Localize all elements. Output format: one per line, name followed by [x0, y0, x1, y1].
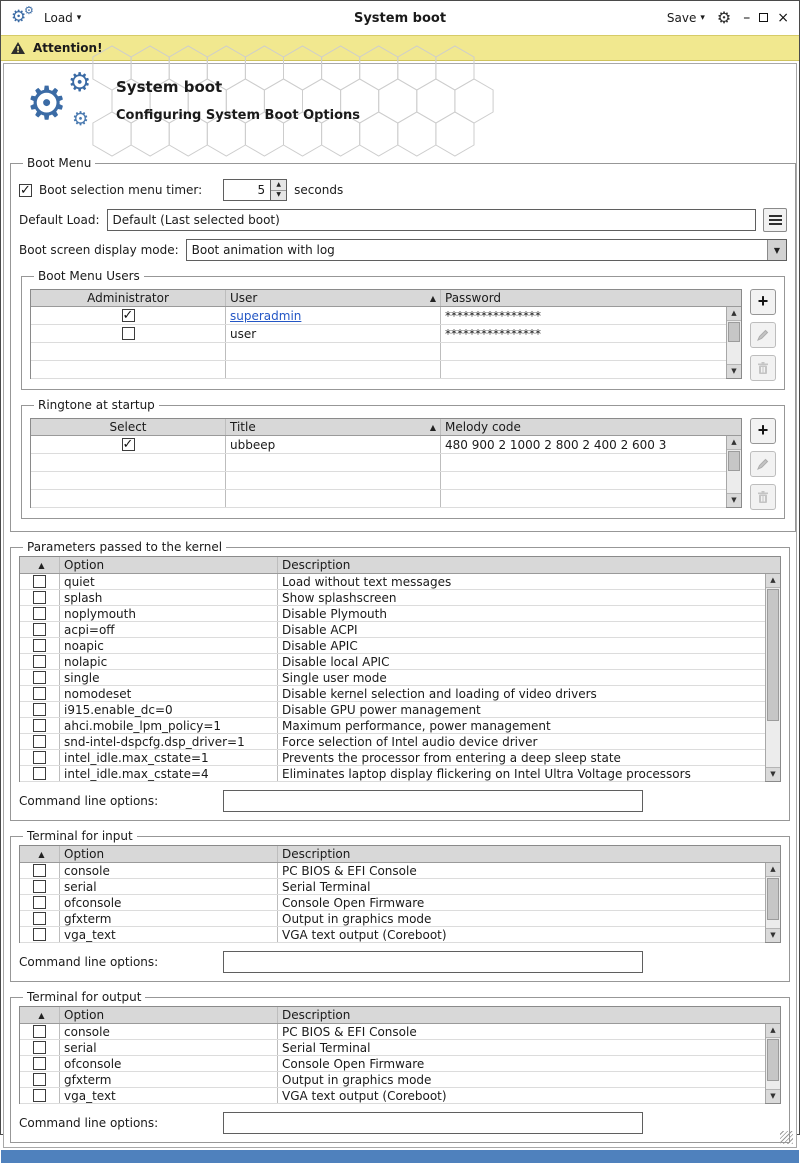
terminal-output-table-header: [20, 1007, 780, 1024]
column-header-user[interactable]: User ▲: [226, 290, 441, 306]
melody-cell: [441, 490, 726, 507]
terminal-output-legend: Terminal for output: [27, 990, 142, 1004]
option-check-cell: [20, 734, 60, 749]
terminal-output-table-body: [20, 1024, 765, 1104]
edit-ringtone-button[interactable]: [750, 451, 776, 477]
maximize-button[interactable]: [759, 11, 768, 25]
pencil-icon: [756, 328, 770, 342]
gear-icon: ⚙: [11, 7, 27, 27]
table-row[interactable]: [20, 654, 765, 670]
table-row[interactable]: [20, 927, 765, 943]
timer-checkbox[interactable]: ✓: [20, 182, 31, 198]
option-cell: noplymouth: [60, 606, 278, 621]
option-check-cell: [20, 702, 60, 717]
checkbox[interactable]: [122, 327, 135, 340]
table-row[interactable]: [31, 436, 726, 454]
scroll-up-button[interactable]: ▲: [766, 1024, 780, 1038]
ringtone-table-scrollbar[interactable]: [726, 436, 741, 507]
option-cell: console: [60, 1024, 278, 1039]
option-cell: ahci.mobile_lpm_policy=1: [60, 718, 278, 733]
column-header-description[interactable]: Description: [282, 1008, 351, 1022]
add-ringtone-button[interactable]: [750, 418, 776, 444]
users-table: [30, 289, 742, 379]
option-check-cell: [20, 654, 60, 669]
terminal-output-scrollbar[interactable]: [765, 1024, 780, 1103]
title-cell: [226, 454, 441, 471]
option-check-cell: [20, 1040, 60, 1055]
checkbox[interactable]: [33, 767, 46, 780]
option-check-cell: [20, 638, 60, 653]
option-check-cell: [20, 911, 60, 926]
warning-icon: [10, 41, 26, 55]
kernel-params-table-body: [20, 574, 765, 782]
password-cell: [441, 361, 726, 378]
timer-label: Boot selection menu timer:: [39, 183, 203, 197]
chevron-down-icon: ▾: [76, 12, 82, 23]
timer-value-input[interactable]: 5: [223, 179, 271, 201]
table-row[interactable]: [20, 750, 765, 766]
checkbox[interactable]: [33, 735, 46, 748]
users-table-body: [31, 307, 726, 379]
description-cell: Disable local APIC: [282, 654, 390, 669]
table-row[interactable]: [20, 574, 765, 590]
gear-icon: ⚙: [68, 68, 92, 98]
option-cell: i915.enable_dc=0: [60, 702, 278, 717]
scroll-up-button[interactable]: ▲: [766, 574, 780, 588]
trash-icon: [756, 361, 770, 375]
timer-unit-label: seconds: [294, 183, 344, 197]
option-check-cell: [20, 1088, 60, 1103]
load-menu-button[interactable]: [44, 11, 81, 25]
sort-asc-icon: ▲: [38, 1010, 45, 1020]
checkbox[interactable]: [33, 928, 46, 941]
boot-menu-section: [10, 156, 796, 532]
title-cell: [226, 472, 441, 489]
table-row[interactable]: [31, 307, 726, 325]
description-cell: Serial Terminal: [282, 879, 371, 894]
timer-spinner: [223, 179, 287, 201]
delete-ringtone-button[interactable]: [750, 484, 776, 510]
page-header: [4, 64, 796, 148]
option-cell: ofconsole: [60, 1056, 278, 1071]
table-row[interactable]: [20, 702, 765, 718]
titlebar: [1, 1, 799, 35]
description-cell: PC BIOS & EFI Console: [282, 1024, 417, 1039]
sort-asc-icon: ▲: [38, 560, 45, 570]
administrator-cell: [31, 343, 226, 360]
melody-cell: [441, 454, 726, 471]
table-row[interactable]: [31, 325, 726, 343]
column-header-sort[interactable]: [20, 557, 60, 573]
ringtone-legend: Ringtone at startup: [38, 398, 155, 412]
users-table-scrollbar[interactable]: [726, 307, 741, 378]
option-cell: nomodeset: [60, 686, 278, 701]
option-cell: console: [60, 863, 278, 878]
scroll-up-button[interactable]: ▲: [727, 436, 741, 450]
option-check-cell: [20, 686, 60, 701]
table-row[interactable]: [20, 766, 765, 782]
column-header-option[interactable]: Option: [60, 1007, 278, 1023]
table-row[interactable]: [20, 1072, 765, 1088]
bottom-status-bar: [1, 1150, 799, 1163]
checkbox[interactable]: [33, 1057, 46, 1070]
option-cell: single: [60, 670, 278, 685]
attention-banner: [1, 35, 799, 61]
option-check-cell: [20, 670, 60, 685]
hamburger-icon: [769, 215, 782, 217]
terminal-input-legend: Terminal for input: [27, 829, 133, 843]
option-cell: acpi=off: [60, 622, 278, 637]
table-row[interactable]: [31, 490, 726, 508]
close-button[interactable]: ×: [777, 10, 789, 26]
kernel-params-legend: Parameters passed to the kernel: [27, 540, 223, 554]
description-cell: Force selection of Intel audio device driver: [282, 734, 538, 749]
checkbox[interactable]: [33, 623, 46, 636]
select-cell: [31, 436, 226, 453]
table-row[interactable]: [20, 895, 765, 911]
description-cell: Disable APIC: [282, 638, 358, 653]
users-legend: Boot Menu Users: [38, 269, 140, 283]
table-row[interactable]: [20, 1024, 765, 1040]
checkbox[interactable]: [33, 687, 46, 700]
option-check-cell: [20, 766, 60, 781]
option-check-cell: [20, 1072, 60, 1087]
description-cell: Load without text messages: [282, 574, 452, 589]
option-check-cell: [20, 590, 60, 605]
table-row[interactable]: [20, 638, 765, 654]
column-header-sort[interactable]: [20, 846, 60, 862]
description-cell: Disable Plymouth: [282, 606, 387, 621]
checkbox[interactable]: [33, 880, 46, 893]
description-cell: Console Open Firmware: [282, 1056, 425, 1071]
option-cell: serial: [60, 1040, 278, 1055]
checkbox[interactable]: [33, 671, 46, 684]
option-cell: intel_idle.max_cstate=4: [60, 766, 278, 781]
checkbox[interactable]: [33, 591, 46, 604]
scroll-down-button[interactable]: ▼: [766, 1089, 780, 1103]
plus-icon: +: [757, 420, 769, 440]
sort-asc-icon: ▲: [38, 849, 45, 859]
kernel-cmdline-label: Command line options:: [19, 794, 159, 808]
scroll-down-button[interactable]: ▼: [727, 364, 741, 378]
delete-user-button[interactable]: [750, 355, 776, 381]
table-row[interactable]: [20, 863, 765, 879]
resize-grip[interactable]: [780, 1131, 793, 1144]
description-cell: Output in graphics mode: [282, 911, 432, 926]
password-cell: ****************: [445, 308, 541, 323]
terminal-output-cmdline-label: Command line options:: [19, 1116, 159, 1130]
scroll-up-button[interactable]: ▲: [766, 863, 780, 877]
description-cell: Disable ACPI: [282, 622, 358, 637]
table-row[interactable]: [20, 1040, 765, 1056]
display-mode-select[interactable]: [186, 239, 787, 261]
checkbox[interactable]: [33, 751, 46, 764]
scroll-down-button[interactable]: ▼: [766, 928, 780, 942]
pencil-icon: [756, 457, 770, 471]
scroll-up-button[interactable]: ▲: [727, 307, 741, 321]
user-cell: [226, 343, 441, 360]
column-header-option[interactable]: Option: [60, 846, 278, 862]
select-cell: [31, 472, 226, 489]
description-cell: Eliminates laptop display flickering on Intel Ultra Voltage processors: [282, 766, 691, 781]
title-cell: [226, 490, 441, 507]
checkbox[interactable]: [33, 864, 46, 877]
option-check-cell: [20, 863, 60, 878]
checkbox[interactable]: [33, 655, 46, 668]
table-row[interactable]: [20, 879, 765, 895]
scroll-down-button[interactable]: ▼: [727, 493, 741, 507]
gears-logo-icon: [20, 66, 112, 146]
boot-menu-users-section: [21, 269, 785, 390]
column-header-select[interactable]: Select: [31, 419, 226, 435]
option-cell: intel_idle.max_cstate=1: [60, 750, 278, 765]
option-check-cell: [20, 895, 60, 910]
ringtone-table: [30, 418, 742, 508]
option-check-cell: [20, 879, 60, 894]
column-header-description[interactable]: Description: [282, 847, 351, 861]
table-row[interactable]: [20, 670, 765, 686]
column-header-option[interactable]: Option: [60, 557, 278, 573]
default-load-menu-button[interactable]: [763, 208, 787, 232]
table-row[interactable]: [20, 718, 765, 734]
app-gears-icon: [11, 5, 37, 31]
description-cell: PC BIOS & EFI Console: [282, 863, 417, 878]
trash-icon: [756, 490, 770, 504]
gear-icon: ⚙: [24, 4, 34, 17]
column-header-sort[interactable]: [20, 1007, 60, 1023]
checkbox[interactable]: [33, 1041, 46, 1054]
option-cell: serial: [60, 879, 278, 894]
users-table-header: [31, 290, 741, 307]
option-cell: nolapic: [60, 654, 278, 669]
option-check-cell: [20, 1056, 60, 1071]
password-cell: ****************: [445, 326, 541, 341]
terminal-output-cmdline-input[interactable]: [223, 1112, 643, 1134]
column-header-melody[interactable]: Melody code: [445, 420, 521, 434]
checkbox[interactable]: [33, 912, 46, 925]
table-row[interactable]: [31, 472, 726, 490]
kernel-cmdline-input[interactable]: [223, 790, 643, 812]
description-cell: Single user mode: [282, 670, 387, 685]
column-header-administrator[interactable]: Administrator: [31, 290, 226, 306]
scroll-thumb[interactable]: [767, 1039, 779, 1081]
user-cell: [226, 307, 441, 324]
option-cell: gfxterm: [60, 911, 278, 926]
ringtone-section: [21, 398, 785, 519]
melody-cell: [441, 472, 726, 489]
content-area: [3, 63, 797, 1148]
minimize-button[interactable]: –: [743, 10, 751, 26]
description-cell: Maximum performance, power management: [282, 718, 551, 733]
save-menu-button[interactable]: [667, 11, 705, 25]
terminal-input-cmdline-input[interactable]: [223, 951, 643, 973]
description-cell: Disable kernel selection and loading of video drivers: [282, 686, 597, 701]
option-cell: quiet: [60, 574, 278, 589]
option-check-cell: [20, 574, 60, 589]
boot-menu-legend: Boot Menu: [27, 156, 92, 170]
table-row[interactable]: [20, 734, 765, 750]
checkbox[interactable]: ✓: [122, 308, 134, 323]
description-cell: Output in graphics mode: [282, 1072, 432, 1087]
option-cell: snd-intel-dspcfg.dsp_driver=1: [60, 734, 278, 749]
plus-icon: +: [757, 291, 769, 311]
default-load-input[interactable]: [107, 209, 757, 231]
option-check-cell: [20, 718, 60, 733]
terminal-input-table-body: [20, 863, 765, 943]
terminal-input-cmdline-label: Command line options:: [19, 955, 159, 969]
description-cell: Serial Terminal: [282, 1040, 371, 1055]
administrator-cell: [31, 325, 226, 342]
chevron-down-icon: ▾: [700, 12, 705, 23]
option-check-cell: [20, 606, 60, 621]
melody-cell: 480 900 2 1000 2 800 2 400 2 600 3: [445, 437, 667, 452]
administrator-cell: [31, 361, 226, 378]
option-cell: noapic: [60, 638, 278, 653]
kernel-params-table-header: [20, 557, 780, 574]
terminal-output-section: [10, 990, 790, 1143]
option-cell: gfxterm: [60, 1072, 278, 1087]
user-cell: [226, 361, 441, 378]
user-cell: [226, 325, 441, 342]
table-row[interactable]: [20, 590, 765, 606]
scroll-down-button[interactable]: ▼: [766, 767, 780, 781]
checkbox[interactable]: [33, 1025, 46, 1038]
edit-user-button[interactable]: [750, 322, 776, 348]
title-cell: ubbeep: [226, 436, 441, 453]
checkbox[interactable]: [33, 575, 46, 588]
kernel-params-scrollbar[interactable]: [765, 574, 780, 781]
settings-gear-icon[interactable]: ⚙: [716, 8, 732, 27]
column-header-title[interactable]: Title ▲: [226, 419, 441, 435]
scroll-thumb[interactable]: [728, 322, 740, 342]
spin-up-button[interactable]: ▲: [271, 180, 286, 191]
terminal-output-table: [19, 1006, 781, 1104]
option-cell: ofconsole: [60, 895, 278, 910]
terminal-input-table-header: [20, 846, 780, 863]
table-row[interactable]: [20, 911, 765, 927]
scroll-thumb[interactable]: [767, 589, 779, 721]
table-row[interactable]: [20, 622, 765, 638]
description-cell: Show splashscreen: [282, 590, 397, 605]
checkbox[interactable]: [33, 896, 46, 909]
select-cell: [31, 490, 226, 507]
table-row[interactable]: [31, 343, 726, 361]
user-name: user: [230, 326, 257, 341]
checkbox[interactable]: ✓: [122, 437, 134, 452]
option-check-cell: [20, 750, 60, 765]
administrator-cell: [31, 307, 226, 324]
table-row[interactable]: [20, 1088, 765, 1104]
description-cell: Console Open Firmware: [282, 895, 425, 910]
description-cell: Prevents the processor from entering a deep sleep state: [282, 750, 621, 765]
spin-down-button[interactable]: ▼: [276, 191, 281, 199]
select-cell: [31, 454, 226, 471]
column-header-description[interactable]: Description: [282, 558, 351, 572]
option-cell: vga_text: [60, 1088, 278, 1103]
checkbox[interactable]: [33, 639, 46, 652]
page-title: System boot: [116, 78, 223, 96]
table-row[interactable]: [20, 1056, 765, 1072]
table-row[interactable]: [20, 686, 765, 702]
user-name[interactable]: superadmin: [230, 308, 302, 323]
sort-asc-icon: ▲: [429, 293, 436, 303]
option-cell: vga_text: [60, 927, 278, 942]
description-cell: VGA text output (Coreboot): [282, 1088, 447, 1103]
svg-text:!: !: [15, 45, 21, 56]
kernel-params-section: [10, 540, 790, 821]
load-menu-label: Load: [44, 11, 73, 25]
description-cell: VGA text output (Coreboot): [282, 927, 447, 942]
terminal-input-table: [19, 845, 781, 943]
ringtone-table-header: [31, 419, 741, 436]
scroll-thumb[interactable]: [728, 451, 740, 471]
terminal-input-scrollbar[interactable]: [765, 863, 780, 942]
table-row[interactable]: [31, 361, 726, 379]
table-row[interactable]: [20, 606, 765, 622]
password-cell: [441, 343, 726, 360]
option-check-cell: [20, 622, 60, 637]
attention-text: Attention!: [33, 41, 103, 55]
default-load-label: Default Load:: [19, 213, 100, 227]
sort-asc-icon: ▲: [429, 422, 436, 432]
kernel-params-table: [19, 556, 781, 782]
add-user-button[interactable]: [750, 289, 776, 315]
checkbox[interactable]: [33, 607, 46, 620]
maximize-icon: [759, 13, 768, 22]
display-mode-label: Boot screen display mode:: [19, 243, 179, 257]
checkbox[interactable]: [33, 719, 46, 732]
column-header-password[interactable]: Password: [445, 291, 502, 305]
scroll-thumb[interactable]: [767, 878, 779, 920]
display-mode-value: Boot animation with log: [191, 243, 335, 257]
save-menu-label: Save: [666, 11, 697, 25]
terminal-input-section: [10, 829, 790, 982]
checkbox[interactable]: [33, 1089, 46, 1102]
option-check-cell: [20, 927, 60, 942]
ringtone-table-body: [31, 436, 726, 508]
gear-icon: ⚙: [26, 76, 68, 130]
gear-icon: ⚙: [72, 108, 90, 130]
combo-arrow-icon[interactable]: ▼: [767, 240, 786, 260]
checkbox[interactable]: [33, 1073, 46, 1086]
description-cell: Disable GPU power management: [282, 702, 481, 717]
checkbox[interactable]: [33, 703, 46, 716]
table-row[interactable]: [31, 454, 726, 472]
option-cell: splash: [60, 590, 278, 605]
page-subtitle: Configuring System Boot Options: [116, 108, 361, 123]
option-check-cell: [20, 1024, 60, 1039]
window-title: System boot: [353, 10, 447, 26]
